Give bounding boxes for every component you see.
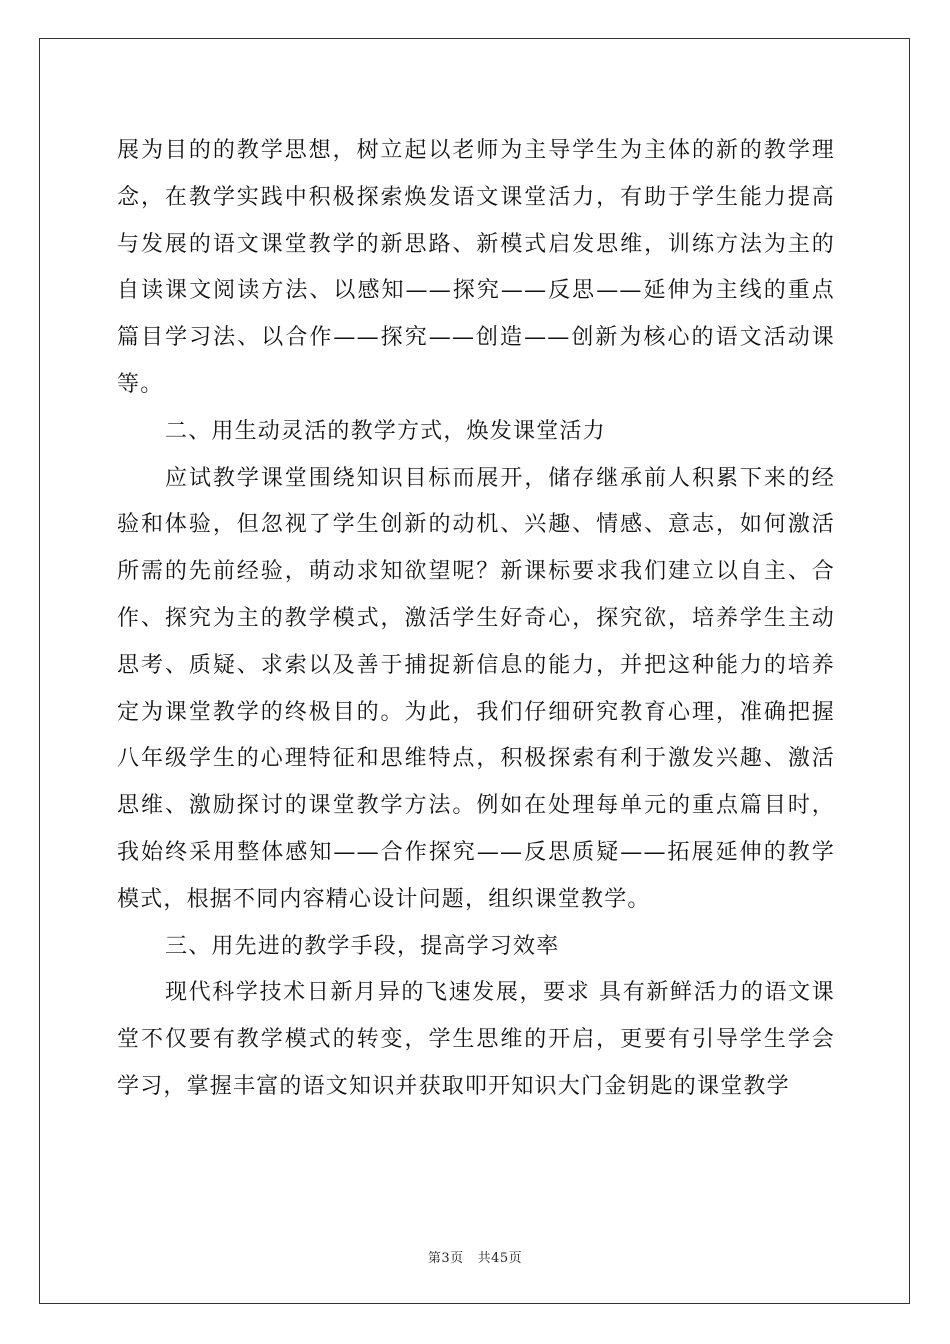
document-body	[117, 128, 835, 1111]
paragraph-section-3: 现代科学技术日新月异的飞速发展，要求 具有新鲜活力的语文课堂不仅要有教学模式的转变，学生思维的开启，更要有引导学生学会学习，掌握丰富的语文知识并获取叩开知识大门金钥匙的课堂教学	[117, 980, 835, 1099]
paragraph-continuation: 展为目的的教学思想，树立起以老师为主导学生为主体的新的教学理念，在教学实践中积极探索焕发语文课堂活力，有助于学生能力提高与发展的语文课堂教学的新思路、新模式启发思维，训练方法为主的自读课文阅读方法、以感知——探究——反思——延伸为主线的重点篇目学习法、以合作——探究——创造——创新为核心的语文活动课等。	[117, 138, 835, 397]
section-heading-2: 二、用生动灵活的教学方式，焕发课堂活力	[165, 418, 606, 444]
page-number: 第3页	[427, 1251, 464, 1266]
page-footer	[0, 1247, 950, 1266]
section-heading-3: 三、用先进的教学手段，提高学习效率	[165, 933, 560, 959]
total-pages: 共45页	[477, 1251, 523, 1266]
paragraph-section-2: 应试教学课堂围绕知识目标而展开，储存继承前人积累下来的经验和体验，但忽视了学生创新的动机、兴趣、情感、意志，如何激活所需的先前经验，萌动求知欲望呢？新课标要求我们建立以自主、合作、探究为主的教学模式，激活学生好奇心，探究欲，培养学生主动思考、质疑、求索以及善于捕捉新信息的能力，并把这种能力的培养定为课堂教学的终极目的。为此，我们仔细研究教育心理，准确把握八年级学生的心理特征和思维特点，积极探索有利于激发兴趣、激活思维、激励探讨的课堂教学方法。例如在处理每单元的重点篇目时，我始终采用整体感知——合作探究——反思质疑——拓展延伸的教学模式，根据不同内容精心设计问题，组织课堂教学。	[117, 465, 835, 912]
